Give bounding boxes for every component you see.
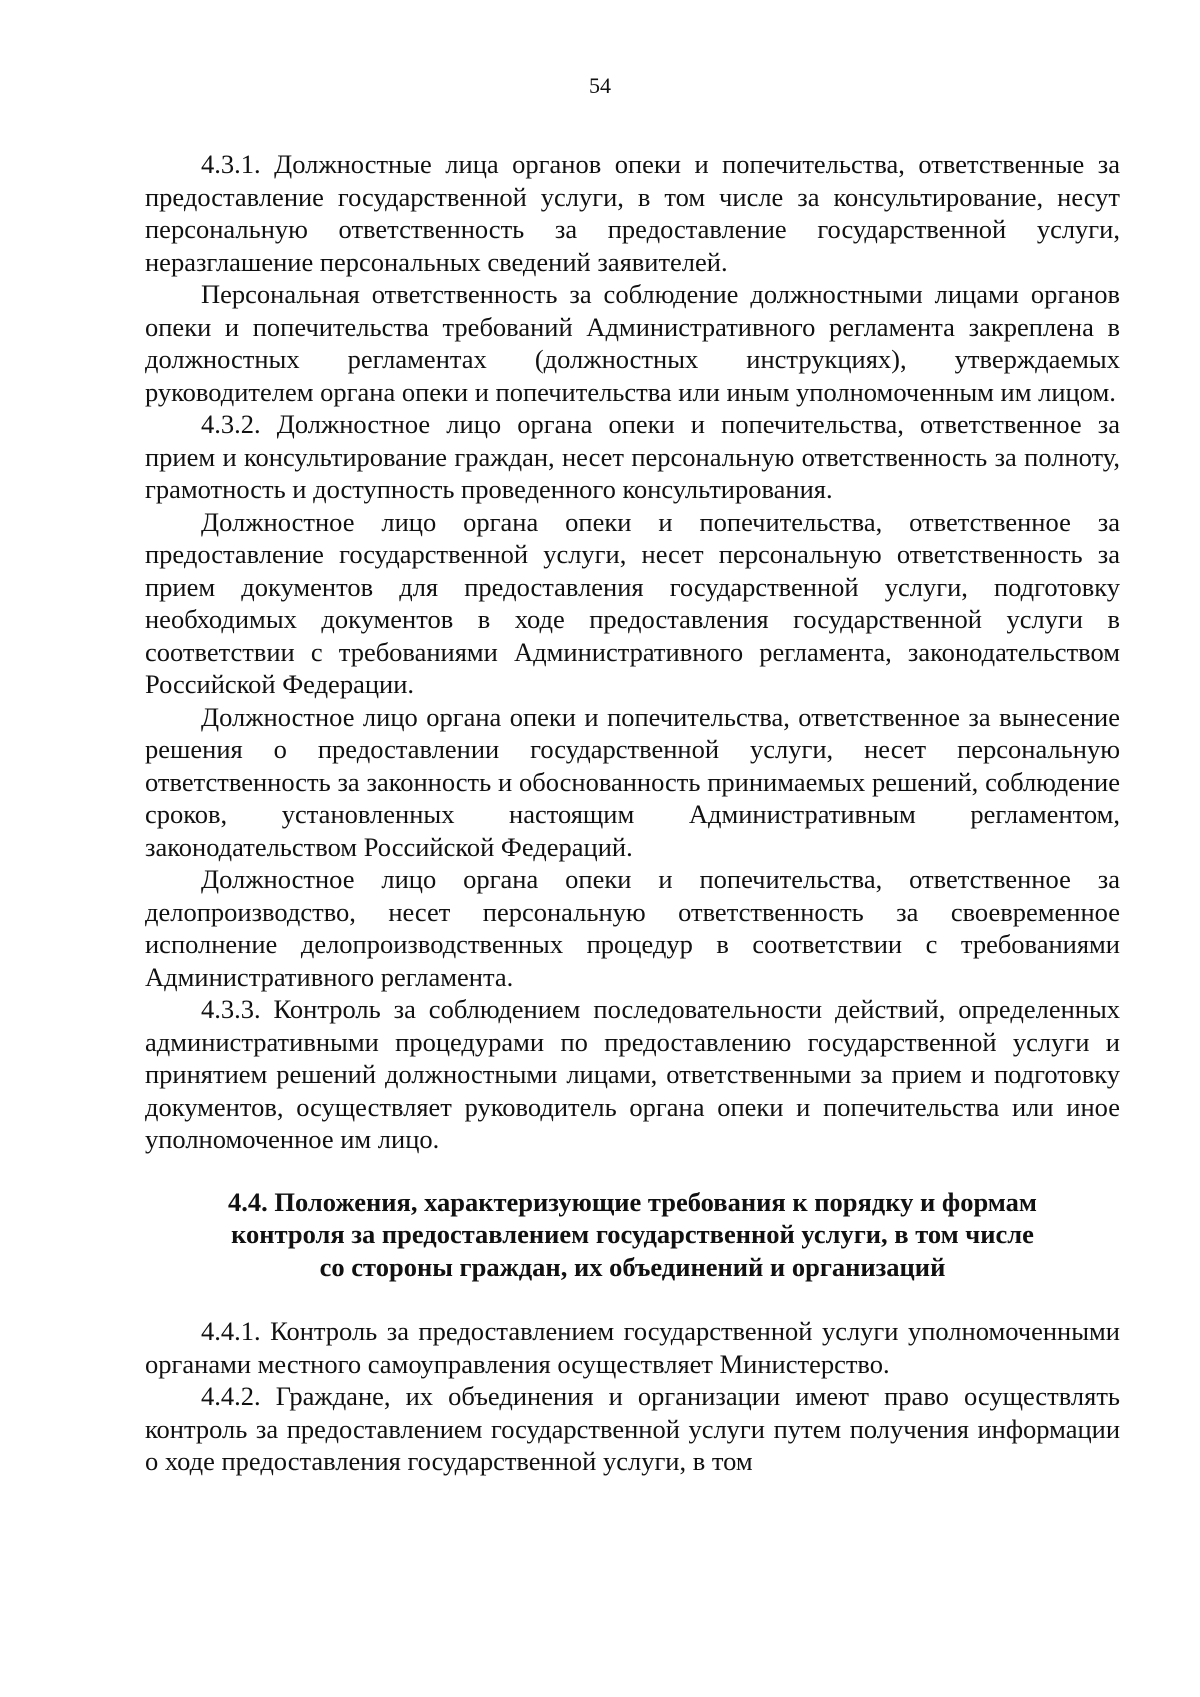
paragraph-document-reception-responsibility: Должностное лицо органа опеки и попечительства, ответственное за предоставление государственной услуги, несет персональную ответственность за прием документов для предоставления государственной услуги, подготовку необходимых документов в ходе предоставления государственной услуги в соответствии с требованиями Административного регламента, законодательством Российской Федерации. [145,506,1120,699]
paragraph-4-3-2: 4.3.2. Должностное лицо органа опеки и попечительства, ответственное за прием и консультирование граждан, несет персональную ответственность за полноту, грамотность и доступность проведенного консультирования. [145,409,1120,504]
heading-line-3: со стороны граждан, их объединений и организаций [319,1251,946,1282]
page-number: 54 [589,73,611,98]
paragraph-4-3-3: 4.3.3. Контроль за соблюдением последовательности действий, определенных административными процедурами по предоставлению государственной услуги и принятием решений должностными лицами, ответственными за прием и подготовку документов, осуществляет руководитель органа опеки и попечительства или иное уполномоченное им лицо. [145,994,1120,1154]
section-4-4 [145,1315,1120,1478]
document-body [145,148,1120,1478]
heading-line-2: контроля за предоставлением государственной услуги, в том числе [231,1219,1034,1249]
paragraph-personal-responsibility: Персональная ответственность за соблюдение должностными лицами органов опеки и попечительства требований Административного регламента закреплена в должностных регламентах (должностных инструкциях), утверждаемых руководителем органа опеки и попечительства или иным уполномоченным им лицом. [145,279,1120,407]
heading-line-1: 4.4. Положения, характеризующие требования к порядку и формам [228,1186,1037,1217]
section-4-3 [145,148,1120,1156]
paragraph-recordkeeping-responsibility: Должностное лицо органа опеки и попечительства, ответственное за делопроизводство, несет персональную ответственность за своевременное исполнение делопроизводственных процедур в соответствии с требованиями Административного регламента. [145,864,1120,992]
paragraph-4-3-1: 4.3.1. Должностные лица органов опеки и попечительства, ответственные за предоставление государственной услуги, в том числе за консультирование, несут персональную ответственность за предоставление государственной услуги, неразглашение персональных сведений заявителей. [145,149,1120,277]
section-4-4-heading [145,1186,1120,1284]
paragraph-4-4-1: 4.4.1. Контроль за предоставлением государственной услуги уполномоченными органами местного самоуправления осуществляет Министерство. [145,1316,1120,1379]
paragraph-4-4-2: 4.4.2. Граждане, их объединения и организации имеют право осуществлять контроль за предоставлением государственной услуги путем получения информации о ходе предоставления государственной услуги, в том [145,1381,1120,1476]
paragraph-decision-responsibility: Должностное лицо органа опеки и попечительства, ответственное за вынесение решения о предоставлении государственной услуги, несет персональную ответственность за законность и обоснованность принимаемых решений, соблюдение сроков, установленных настоящим Административным регламентом, законодательством Российской Федераций. [145,701,1120,862]
